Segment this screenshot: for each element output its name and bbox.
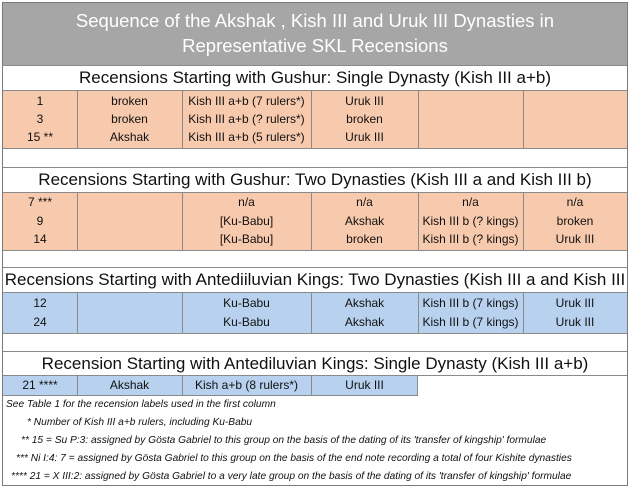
- section-spacer: [3, 251, 627, 267]
- table-cell: Uruk III: [555, 232, 595, 246]
- table-cell: Akshak: [109, 378, 150, 392]
- table-cell: Uruk III: [555, 315, 595, 329]
- table-cell: Kish III b (? kings): [422, 232, 519, 246]
- table-row: [3, 313, 627, 332]
- column-divider: [418, 193, 419, 250]
- table-cell: Kish III b (7 kings): [422, 315, 519, 329]
- table-cell: Kish III a+b (5 rulers*): [188, 130, 305, 144]
- table-cell: n/a: [566, 195, 584, 209]
- recension-cell: 12: [33, 296, 47, 310]
- column-divider: [77, 193, 78, 250]
- table-cell: Kish III b (7 kings): [422, 296, 519, 310]
- column-divider: [182, 293, 183, 333]
- table-cell: Kish III a+b (7 rulers*): [188, 94, 305, 108]
- table-cell: Ku-Babu: [223, 296, 270, 310]
- table-cell: Kish III b (? kings): [422, 214, 519, 228]
- table-cell: broken: [346, 112, 383, 126]
- section-heading-gushur-single: Recensions Starting with Gushur: Single Dynasty (Kish III a+b): [3, 65, 627, 91]
- dynasty-table: [2, 2, 628, 486]
- column-divider: [77, 376, 78, 395]
- note-see-table-1: See Table 1 for the recension labels used in the first column: [6, 399, 276, 410]
- section-heading-antediluvian-single: Recension Starting with Antediluvian Kings: Single Dynasty (Kish III a+b): [3, 351, 627, 376]
- table-cell: broken: [346, 232, 383, 246]
- section-band-gushur-two: [3, 193, 627, 251]
- table-cell: Ku-Babu: [223, 315, 270, 329]
- recension-cell: 9: [36, 214, 44, 228]
- column-divider: [182, 193, 183, 250]
- column-divider: [417, 376, 418, 395]
- section-heading-antediluvian-two: Recensions Starting with Antediiluvian Kings: Two Dynasties (Kish III a and Kish III: [3, 267, 627, 293]
- table-row: [3, 212, 627, 231]
- section-spacer: [3, 149, 627, 167]
- section-spacer: [3, 334, 627, 351]
- table-cell: Uruk III: [555, 296, 595, 310]
- table-cell: Uruk III: [345, 130, 384, 144]
- table-row: [3, 128, 627, 147]
- table-row: [3, 230, 627, 249]
- table-cell: [Ku-Babu]: [219, 214, 274, 228]
- column-divider: [77, 293, 78, 333]
- title-line-2: Representative SKL Recensions: [182, 35, 448, 56]
- recension-cell: 1: [36, 94, 44, 108]
- recension-cell: 14: [33, 232, 47, 246]
- section-band-antediluvian-two: [3, 293, 627, 334]
- table-cell: Kish III a+b (? rulers*): [188, 112, 305, 126]
- recension-cell: 21 ****: [22, 378, 58, 392]
- recension-cell: 7 ***: [27, 195, 53, 209]
- section-heading-gushur-two: Recensions Starting with Gushur: Two Dynasties (Kish III a and Kish III b): [3, 167, 627, 193]
- table-row: [3, 110, 627, 129]
- column-divider: [311, 293, 312, 333]
- table-row: [3, 92, 627, 111]
- column-divider: [311, 376, 312, 395]
- note-asterisk-1: * Number of Kish III a+b rulers, including Ku-Babu: [27, 417, 253, 428]
- note-asterisk-3: *** Ni I:4: 7 = assigned by Gösta Gabriel to this group on the basis of the end note recording a total of four Kishite dynasties: [16, 453, 572, 464]
- table-cell: [Ku-Babu]: [219, 232, 274, 246]
- title-line-1: Sequence of the Akshak , Kish III and Uruk III Dynasties in: [75, 10, 555, 31]
- column-divider: [311, 193, 312, 250]
- note-asterisk-2: ** 15 = Su P:3: assigned by Gösta Gabriel to this group on the basis of the dating of its 'transfer of kingship' formulae: [21, 435, 547, 446]
- table-cell: Kish a+b (8 rulers*): [194, 378, 299, 392]
- table-cell: Akshak: [344, 214, 385, 228]
- table-cell: n/a: [356, 195, 373, 209]
- table-cell: n/a: [462, 195, 479, 209]
- column-divider: [523, 193, 524, 250]
- column-divider: [182, 376, 183, 395]
- column-divider: [182, 91, 183, 148]
- recension-cell: 15 **: [26, 130, 54, 144]
- column-divider: [418, 91, 419, 148]
- table-row: [3, 294, 627, 313]
- table-cell: n/a: [238, 195, 255, 209]
- table-cell: Akshak: [344, 296, 385, 310]
- table-cell: Akshak: [344, 315, 385, 329]
- table-row: [3, 193, 627, 212]
- table-cell: broken: [556, 214, 594, 228]
- table-title: [3, 3, 627, 65]
- table-cell: broken: [111, 112, 148, 126]
- section-band-gushur-single: [3, 91, 627, 149]
- table-row: [3, 376, 627, 395]
- column-divider: [523, 293, 524, 333]
- column-divider: [77, 91, 78, 148]
- table-cell: Uruk III: [345, 94, 384, 108]
- recension-cell: 24: [33, 315, 47, 329]
- column-divider: [523, 91, 524, 148]
- table-cell: Akshak: [109, 130, 150, 144]
- table-cell: Uruk III: [345, 378, 384, 392]
- column-divider: [418, 293, 419, 333]
- table-cell: broken: [111, 94, 148, 108]
- note-asterisk-4: **** 21 = X III:2: assigned by Gösta Gabriel to a very late group on the basis of the dating of its 'transfer of kingship' formulae: [11, 471, 572, 482]
- recension-cell: 3: [36, 112, 44, 126]
- section-band-antediluvian-single: [3, 376, 418, 396]
- column-divider: [311, 91, 312, 148]
